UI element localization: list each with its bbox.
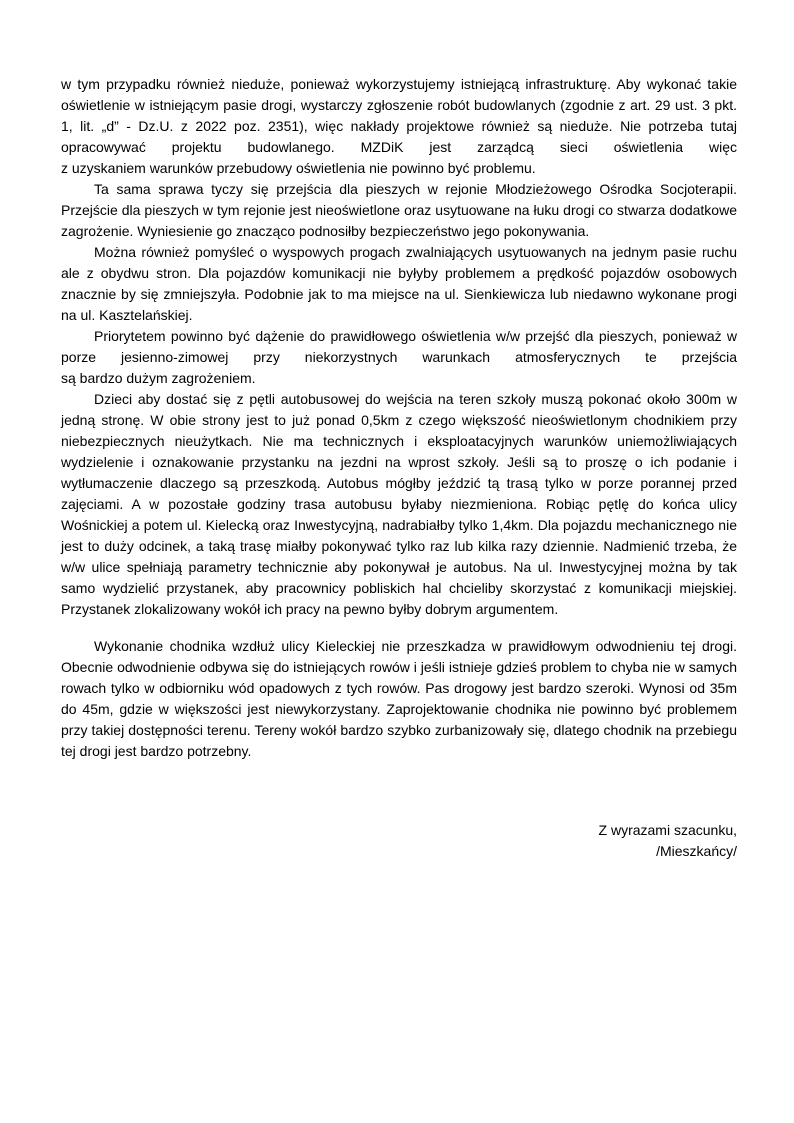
paragraph-segment: Wykonanie chodnika wzdłuż ulicy Kieleckiej nie przeszkadza w prawidłowym odwodnieniu tej drogi. Obecnie odwodnienie odbywa się do istniejących rowów i jeśli istnieje gdzieś problem to chyba nie w samych rowach tylko w odbiorniku wód opadowych z tych rowów. Pas drogowy jest bardzo szeroki. Wynosi od 35m do 45m, gdzie w większości jest niewykorzystany. Zaprojektowanie chodnika nie powinno być problemem przy takiej dostępności terenu. Tereny wokół bardzo szybko zurbanizowały się, dlatego chodnik na przebiegu tej drogi jest bardzo potrzebny. — [61, 638, 737, 759]
paragraph-segment: z uzyskaniem warunków przebudowy oświetlenia nie powinno być problemu. — [61, 160, 536, 176]
paragraph-segment: Dzieci aby dostać się z pętli autobusowej do wejścia na teren szkoły muszą pokonać około 300m w jedną stronę. W obie strony jest to już ponad 0,5km z czego większość nieoświetlonym chodnikiem przy niebezpiecznych nieużytkach. Nie ma technicznych i eksploatacyjnych warunków uniemożliwiających wydzielenie i oznakowanie przystanku na jezdni na wprost szkoły. Jeśli są to proszę o ich podanie i wytłumaczenie dlaczego są przeszkodą. Autobus mógłby jeździć tą trasą tylko w porze porannej przed zajęciami. A w pozostałe godziny trasa autobusu byłaby niezmieniona. Robiąc pętlę do końca ulicy Wośnickiej a potem ul. Kielecką oraz Inwestycyjną, nadrabiałby tylko 1,4km. Dla pojazdu mechanicznego nie jest to duży odcinek, a taką trasę miałby pokonywać tylko raz lub kilka razy dziennie. Nadmienić trzeba, że w/w ulice spełniają parametry technicznie aby pokonywał je autobus. Na ul. Inwestycyjnej można by tak samo wydzielić przystanek, aby pracownicy pobliskich hal chcieliby skorzystać z komunikacji miejskiej. Przystanek zlokalizowany wokół ich pracy na pewno byłby dobrym argumentem. — [61, 391, 737, 617]
paragraph-segment: Priorytetem powinno być dążenie do prawidłowego oświetlenia w/w przejść dla pieszych, ponieważ w porze jesienno-zimowej przy niekorzystnych warunkach atmosferycznych te przejścia — [61, 328, 737, 365]
closing-block — [61, 820, 737, 862]
paragraph-segment: są bardzo dużym zagrożeniem. — [61, 370, 256, 386]
paragraph — [61, 242, 737, 326]
paragraph — [61, 326, 737, 389]
paragraph-segment: Można również pomyśleć o wyspowych progach zwalniających usytuowanych na jednym pasie ruchu ale z obydwu stron. Dla pojazdów komunikacji nie byłyby problemem a prędkość pojazdów osobowych znacznie by się zmniejszyła. Podobnie jak to ma miejsce na ul. Sienkiewicza lub niedawno wykonane progi na ul. Kasztelańskiej. — [61, 244, 737, 323]
paragraph — [61, 74, 737, 179]
paragraph — [61, 389, 737, 620]
closing-salutation: Z wyrazami szacunku, — [598, 822, 737, 838]
paragraph-segment: Ta sama sprawa tyczy się przejścia dla pieszych w rejonie Młodzieżowego Ośrodka Socjoterapii. Przejście dla pieszych w tym rejonie jest nieoświetlone oraz usytuowane na łuku drogi co stwarza dodatkowe zagrożenie. Wyniesienie go znacząco podnosiłby bezpieczeństwo jego pokonywania. — [61, 181, 737, 239]
closing-signature: /Mieszkańcy/ — [656, 843, 737, 859]
paragraph — [61, 179, 737, 242]
paragraph-segment: w tym przypadku również nieduże, ponieważ wykorzystujemy istniejącą infrastrukturę. Aby wykonać takie oświetlenie w istniejącym pasie drogi, wystarczy zgłoszenie robót budowlanych (zgodnie z art. 29 ust. 3 pkt. 1, lit. „d” - Dz.U. z 2022 poz. 2351), więc nakłady projektowe również są nieduże. Nie potrzeba tutaj opracowywać projektu budowlanego. MZDiK jest zarządcą sieci oświetlenia więc — [61, 76, 737, 155]
paragraph — [61, 636, 737, 762]
letter-body — [61, 74, 737, 762]
